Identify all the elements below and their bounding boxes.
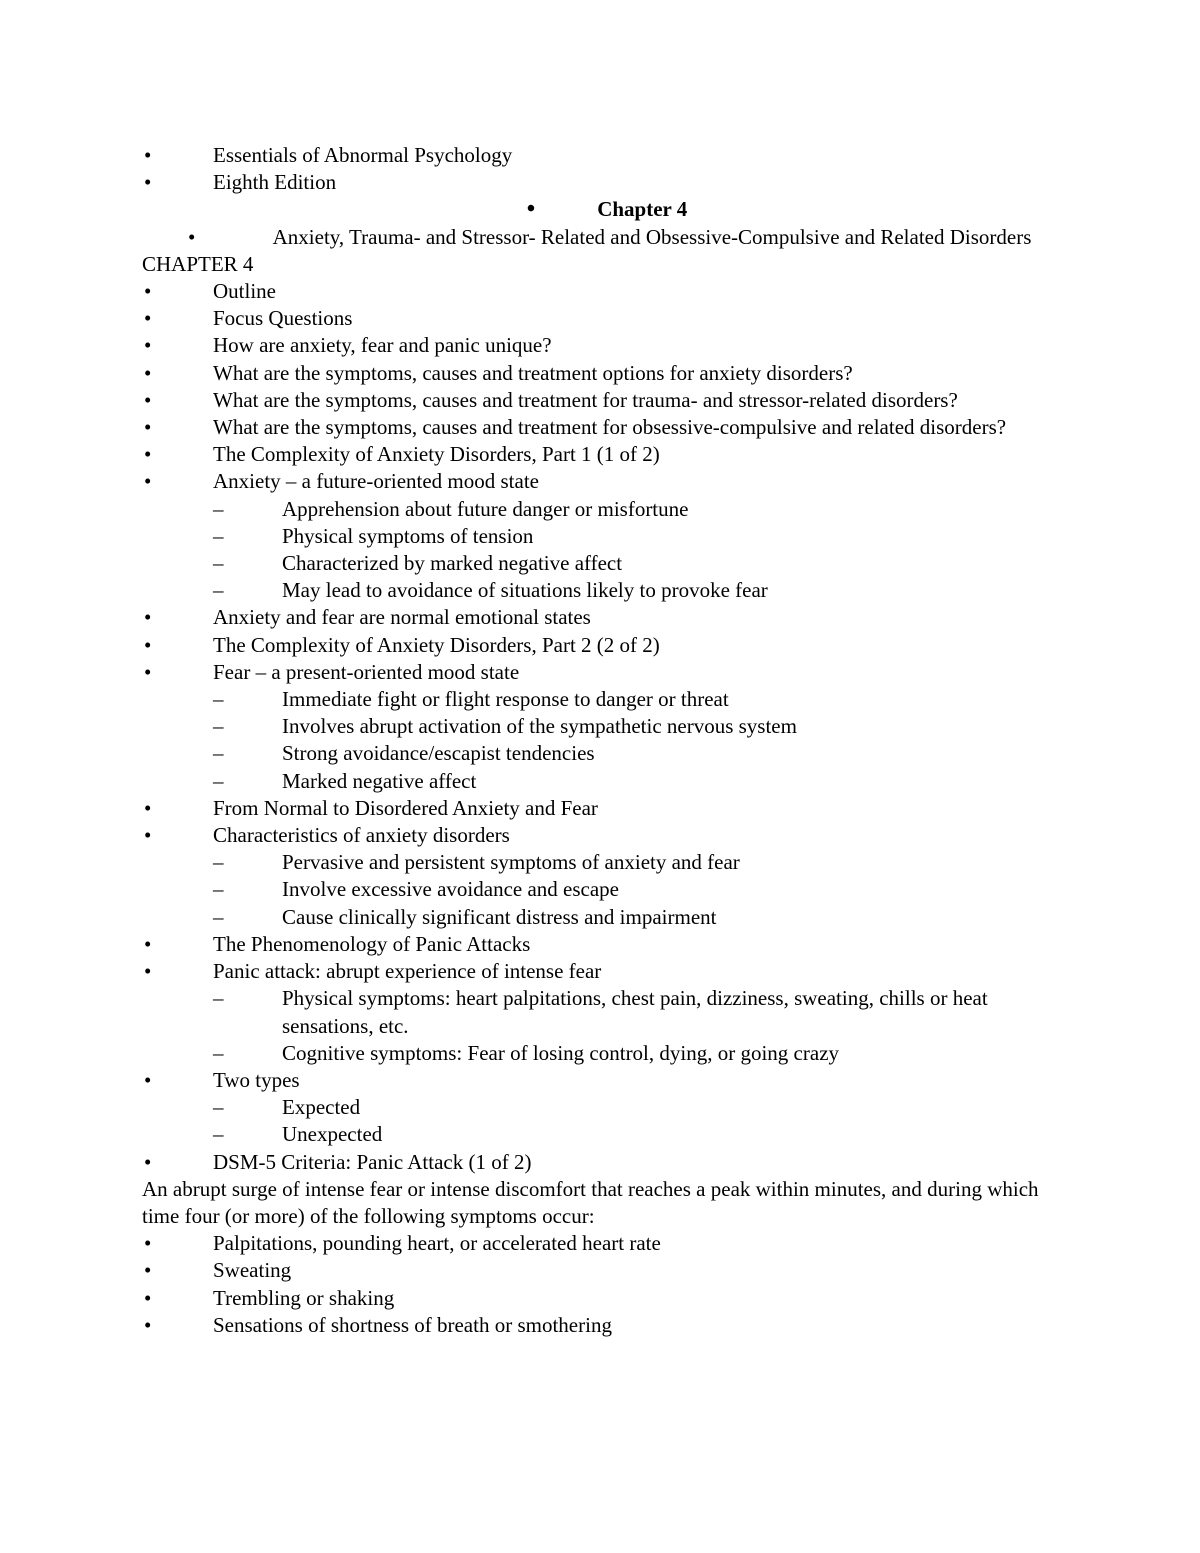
list-item [142,604,1072,631]
document-body [142,142,1072,1339]
bullet-marker: • [144,1231,152,1256]
sub-list-item [142,849,1072,876]
dash-marker: – [213,714,224,739]
list-item-text: Sensations of shortness of breath or smothering [213,1312,612,1337]
bullet-marker: • [144,415,152,440]
bullet-marker: • [188,224,196,249]
sub-list-item [142,876,1072,903]
list-item-text: Palpitations, pounding heart, or accelerated heart rate [213,1231,661,1256]
dash-marker: – [213,1040,224,1065]
sub-list-item-text: Physical symptoms of tension [282,523,534,548]
list-item-text: The Complexity of Anxiety Disorders, Part 2 (2 of 2) [213,632,660,657]
bullet-marker: • [144,823,152,848]
bullet-marker: • [144,170,152,195]
sub-list-item [142,577,1072,604]
sub-list-item [142,768,1072,795]
bullet-marker: • [526,196,536,223]
list-item [142,142,1072,169]
sub-list-item-text: Strong avoidance/escapist tendencies [282,741,595,766]
list-item-text: How are anxiety, fear and panic unique? [213,333,552,358]
list-item-text: The Phenomenology of Panic Attacks [213,931,531,956]
chapter-title: Anxiety, Trauma- and Stressor- Related and Obsessive-Compulsive and Related Disorders [272,224,1032,249]
chapter-heading [142,196,1072,223]
chapter-number: Chapter 4 [597,197,688,222]
list-item [142,468,1072,495]
bullet-marker: • [144,795,152,820]
list-item [142,931,1072,958]
dash-marker: – [213,578,224,603]
sub-list-item-text: Pervasive and persistent symptoms of anxiety and fear [282,850,740,875]
list-item-text: What are the symptoms, causes and treatment for obsessive-compulsive and related disorders? [213,415,1007,440]
sub-list-item [142,985,1072,1039]
sub-list-item-text: Physical symptoms: heart palpitations, chest pain, dizziness, sweating, chills or heat sensations, etc. [282,986,988,1038]
sub-list-item-text: Marked negative affect [282,768,477,793]
list-item [142,1312,1072,1339]
sub-list-item-text: Characterized by marked negative affect [282,551,623,576]
dash-marker: – [213,523,224,548]
list-item-text: Fear – a present-oriented mood state [213,659,520,684]
list-item-text: Characteristics of anxiety disorders [213,823,510,848]
list-item-text: Outline [213,279,276,304]
list-item [142,1067,1072,1094]
sub-list-item [142,686,1072,713]
chapter-label: CHAPTER 4 [142,251,254,276]
sub-list-item-text: Immediate fight or flight response to danger or threat [282,687,729,712]
sub-list-item-text: Expected [282,1095,361,1120]
bullet-marker: • [144,1149,152,1174]
sub-list-item-text: Apprehension about future danger or misfortune [282,496,689,521]
list-item-text: Sweating [213,1258,292,1283]
bullet-marker: • [144,1067,152,1092]
list-item [142,278,1072,305]
list-item-text: Two types [213,1067,300,1092]
dash-marker: – [213,877,224,902]
bullet-marker: • [144,959,152,984]
book-title: Essentials of Abnormal Psychology [213,143,513,167]
sub-list-item [142,713,1072,740]
list-item [142,305,1072,332]
bullet-marker: • [144,659,152,684]
sub-list-item [142,523,1072,550]
list-item [142,958,1072,985]
sub-list-item-text: Involves abrupt activation of the sympathetic nervous system [282,714,797,739]
bullet-marker: • [144,333,152,358]
bullet-marker: • [144,1258,152,1283]
bullet-marker: • [144,1285,152,1310]
dash-marker: – [213,687,224,712]
sub-list-item-text: Unexpected [282,1122,383,1147]
bullet-marker: • [144,442,152,467]
chapter-title-item [142,224,1072,251]
bullet-marker: • [144,469,152,494]
bullet-marker: • [144,632,152,657]
dash-marker: – [213,904,224,929]
list-item-text: Anxiety and fear are normal emotional states [213,605,591,630]
list-item [142,387,1072,414]
list-item-text: The Complexity of Anxiety Disorders, Part 1 (1 of 2) [213,442,660,467]
bullet-marker: • [144,931,152,956]
list-item [142,632,1072,659]
list-item [142,659,1072,686]
dash-marker: – [213,768,224,793]
criteria-paragraph: An abrupt surge of intense fear or intense discomfort that reaches a peak within minutes, and during which time four (or more) of the following symptoms occur: [142,1176,1039,1228]
sub-list-item [142,496,1072,523]
sub-list-item [142,550,1072,577]
bullet-marker: • [144,387,152,412]
bullet-marker: • [144,360,152,385]
dash-marker: – [213,1122,224,1147]
sub-list-item-text: Involve excessive avoidance and escape [282,877,620,902]
list-item-text: What are the symptoms, causes and treatment options for anxiety disorders? [213,360,853,385]
list-item [142,1149,1072,1176]
list-item [142,332,1072,359]
list-item [142,1230,1072,1257]
list-item [142,795,1072,822]
list-item [142,1257,1072,1284]
sub-list-item-text: Cognitive symptoms: Fear of losing control, dying, or going crazy [282,1040,840,1065]
list-item-text: What are the symptoms, causes and treatment for trauma- and stressor-related disorders? [213,387,958,412]
edition-label: Eighth Edition [213,170,337,195]
sub-list-item [142,1094,1072,1121]
list-item-text: DSM-5 Criteria: Panic Attack (1 of 2) [213,1149,532,1174]
sub-list-item [142,740,1072,767]
list-item [142,414,1072,441]
bullet-marker: • [144,306,152,331]
list-item-text: Anxiety – a future-oriented mood state [213,469,539,494]
sub-list-item-text: Cause clinically significant distress and impairment [282,904,717,929]
sub-list-item [142,904,1072,931]
list-item [142,822,1072,849]
list-item [142,441,1072,468]
dash-marker: – [213,986,224,1011]
bullet-marker: • [144,279,152,304]
bullet-marker: • [144,605,152,630]
dash-marker: – [213,1095,224,1120]
list-item-text: Focus Questions [213,306,353,331]
sub-list-item-text: May lead to avoidance of situations likely to provoke fear [282,578,768,603]
list-item-text: From Normal to Disordered Anxiety and Fear [213,795,598,820]
dash-marker: – [213,741,224,766]
list-item-text: Panic attack: abrupt experience of intense fear [213,959,602,984]
list-item [142,169,1072,196]
list-item [142,360,1072,387]
list-item [142,1285,1072,1312]
dash-marker: – [213,850,224,875]
sub-list-item [142,1121,1072,1148]
dash-marker: – [213,551,224,576]
list-item-text: Trembling or shaking [213,1285,395,1310]
bullet-marker: • [144,143,152,167]
bullet-marker: • [144,1312,152,1337]
sub-list-item [142,1040,1072,1067]
dash-marker: – [213,496,224,521]
